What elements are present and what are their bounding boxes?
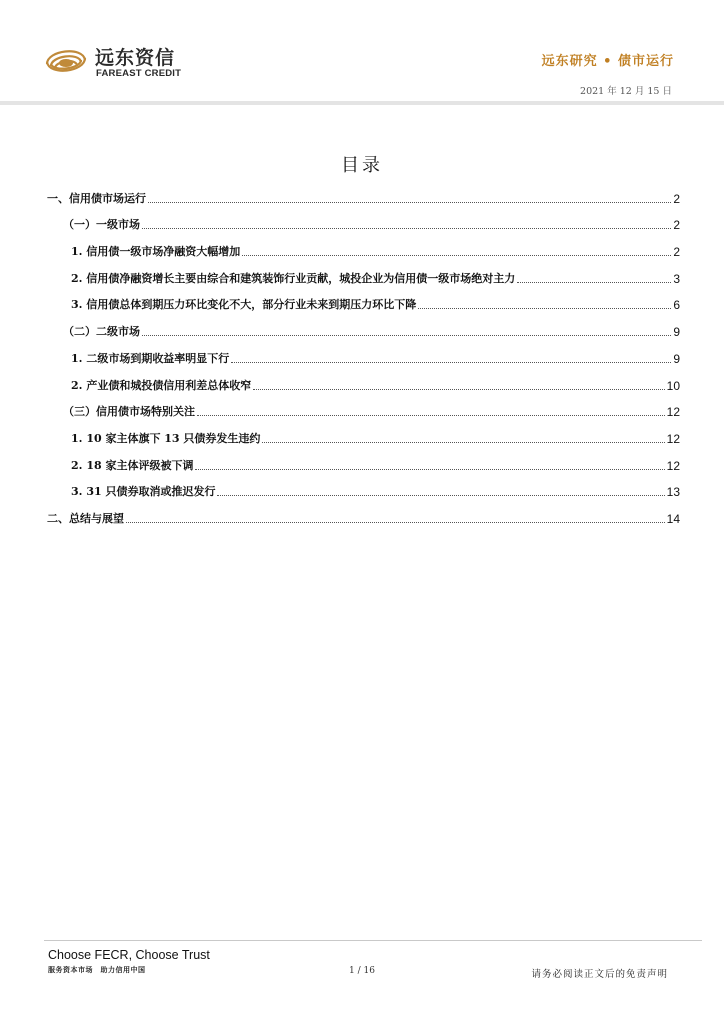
toc-leader-dots [217, 495, 664, 496]
toc-entry-page: 12 [666, 405, 680, 420]
report-date: 2021 年 12 月 15 日 [580, 86, 672, 97]
company-logo [43, 42, 213, 82]
footer-divider [44, 940, 702, 941]
toc-entry-text: 1. 二级市场到期收益率明显下行 [71, 351, 230, 365]
header-divider [0, 101, 724, 105]
toc-title: 目录 [341, 155, 383, 176]
footer-slogan: Choose FECR, Choose Trust [48, 948, 210, 962]
page-number: 1 / 16 [349, 966, 375, 976]
toc-entry-text: （三）信用债市场特别关注 [63, 405, 195, 419]
toc-leader-dots [242, 255, 671, 256]
toc-leader-dots [142, 335, 671, 336]
toc-entry-page: 3 [673, 271, 680, 286]
toc-leader-dots [517, 282, 671, 283]
toc-entry[interactable] [47, 474, 680, 501]
logo-chinese-name: 远东资信 [95, 47, 176, 69]
toc-entry-text: 2. 产业债和城投债信用利差总体收窄 [71, 378, 252, 392]
fareast-credit-logo-icon [43, 42, 89, 80]
footer-subslogan: 服务资本市场 助力信用中国 [48, 966, 146, 974]
toc-entry[interactable] [47, 233, 680, 260]
toc-entry[interactable] [47, 180, 680, 207]
toc-leader-dots [195, 469, 664, 470]
toc-entry-text: 3. 信用债总体到期压力环比变化不大，部分行业未来到期压力环比下降 [71, 298, 417, 312]
footer-disclaimer: 请务必阅读正文后的免责声明 [531, 969, 668, 980]
toc-leader-dots [253, 389, 664, 390]
toc-leader-dots [197, 415, 665, 416]
toc-entry-page: 2 [673, 245, 680, 260]
toc-entry-text: 一、信用债市场运行 [47, 191, 146, 205]
toc-entry[interactable] [47, 394, 680, 421]
logo-english-name: FAREAST CREDIT [96, 68, 182, 79]
toc-entry-page: 6 [673, 298, 680, 313]
toc-entry[interactable] [47, 420, 680, 447]
toc-entry-text: 3. 31 只债券取消或推迟发行 [71, 485, 216, 499]
toc-leader-dots [126, 522, 665, 523]
report-section-title: 远东研究 • 债市运行 [541, 54, 674, 69]
toc-leader-dots [418, 308, 671, 309]
toc-entry[interactable] [47, 287, 680, 314]
toc-entry-text: 2. 18 家主体评级被下调 [71, 458, 194, 472]
toc-entry-text: 二、总结与展望 [47, 511, 124, 525]
toc-entry-page: 9 [673, 325, 680, 340]
toc-entry[interactable] [47, 207, 680, 234]
toc-entry-text: （二）二级市场 [63, 325, 140, 339]
toc-entry-page: 12 [666, 431, 680, 446]
toc-leader-dots [148, 202, 671, 203]
toc-entry-text: 2. 信用债净融资增长主要由综合和建筑装饰行业贡献，城投企业为信用债一级市场绝对主力 [71, 271, 516, 285]
toc-entry-page: 13 [666, 485, 680, 500]
toc-entry-text: 1. 信用债一级市场净融资大幅增加 [71, 245, 241, 259]
toc-entry[interactable] [47, 340, 680, 367]
toc-entry-text: （一）一级市场 [63, 218, 140, 232]
toc-entry[interactable] [47, 447, 680, 474]
toc-entry-text: 1. 10 家主体旗下 13 只债券发生违约 [71, 431, 261, 445]
toc-entry[interactable] [47, 260, 680, 287]
toc-entry-page: 2 [673, 218, 680, 233]
toc-entry[interactable] [47, 367, 680, 394]
toc-list [47, 180, 680, 527]
toc-entry[interactable] [47, 313, 680, 340]
toc-leader-dots [231, 362, 671, 363]
toc-entry-page: 9 [673, 351, 680, 366]
toc-entry-page: 10 [666, 378, 680, 393]
toc-entry-page: 14 [666, 511, 680, 526]
toc-leader-dots [262, 442, 664, 443]
toc-entry-page: 2 [673, 191, 680, 206]
toc-entry[interactable] [47, 500, 680, 527]
toc-entry-page: 12 [666, 458, 680, 473]
toc-leader-dots [142, 228, 671, 229]
